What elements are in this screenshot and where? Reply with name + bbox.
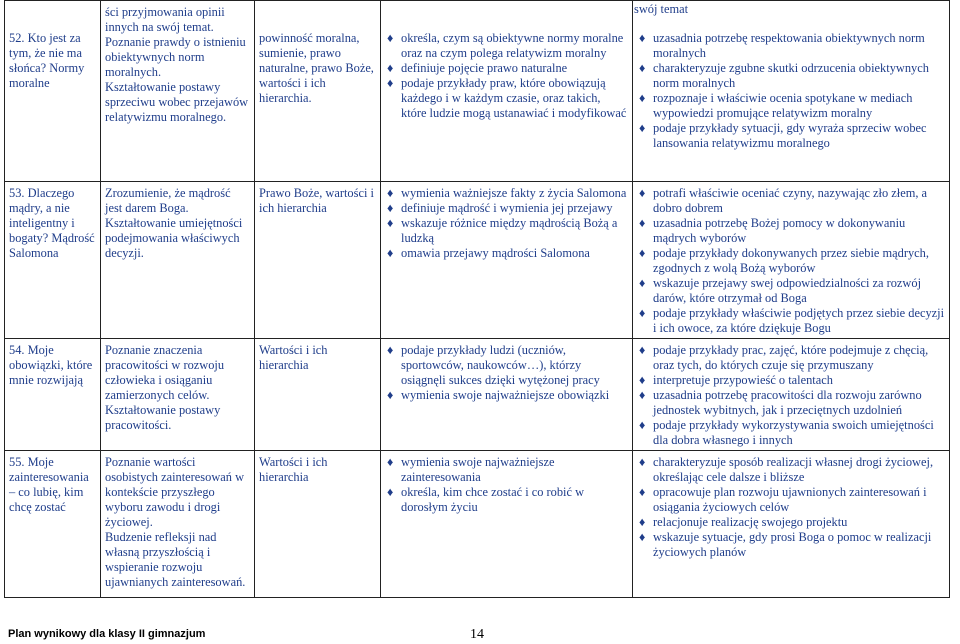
list-item: ♦ charakteryzuje zgubne skutki odrzucenia obiektywnych norm moralnych — [639, 61, 929, 90]
list-item: ♦ podaje przykłady dokonywanych przez siebie mądrych, zgodnych z wolą Bożą wyborów — [639, 246, 929, 275]
list-item: ♦ wskazuje sytuacje, gdy prosi Boga o pomoc w realizacji życiowych planów — [639, 530, 932, 559]
list-item: ♦ definiuje mądrość i wymienia jej przejawy — [387, 201, 613, 215]
content-cell — [101, 451, 255, 598]
bullet-icon: ♦ — [639, 216, 646, 230]
content-cell — [101, 182, 255, 339]
bullet-icon: ♦ — [639, 31, 646, 45]
bullet-icon: ♦ — [639, 246, 646, 260]
bullet-icon: ♦ — [387, 216, 394, 230]
bullet-icon: ♦ — [639, 343, 646, 357]
list-item: ♦ rozpoznaje i właściwie ocenia spotykane w mediach wypowiedzi promujące relatywizm moralny — [639, 91, 913, 120]
objectives-extended-cell — [633, 339, 950, 451]
list-item: ♦ uzasadnia potrzebę pracowitości dla rozwoju zarówno jednostek wybitnych, jak i przeciętnych uzdolnień — [639, 388, 922, 417]
bullet-icon: ♦ — [639, 530, 646, 544]
list-item: ♦ podaje przykłady praw, które obowiązują każdego i w każdym czasie, oraz takich, które ludzie mogą ustanawiać i modyfikować — [387, 76, 627, 120]
bullet-icon: ♦ — [639, 306, 646, 320]
list-item: ♦ wskazuje przejawy swej odpowiedzialności za rozwój darów, które otrzymał od Boga — [639, 276, 922, 305]
content-text: ści przyjmowania opinii innych na swój temat. — [105, 5, 225, 34]
list-item: ♦ wymienia swoje najważniejsze zainteresowania — [387, 455, 555, 484]
bullet-icon: ♦ — [639, 485, 646, 499]
list-item: ♦ opracowuje plan rozwoju ujawnionych zainteresowań i osiągania życiowych celów — [639, 485, 927, 514]
list-item: ♦ potrafi właściwie oceniać czyny, nazywając zło złem, a dobro dobrem — [639, 186, 928, 215]
list-item: ♦ uzasadnia potrzebę respektowania obiektywnych norm moralnych — [639, 31, 925, 60]
objectives-basic-cell — [381, 451, 633, 598]
list-item: ♦ uzasadnia potrzebę Bożej pomocy w dokonywaniu mądrych wyborów — [639, 216, 906, 245]
bullet-icon: ♦ — [387, 186, 394, 200]
objectives-extended-cell — [633, 1, 950, 182]
topic-cell: 53. Dlaczego mądry, a nie inteligentny i bogaty? Mądrość Salomona — [5, 182, 101, 339]
bullet-icon: ♦ — [639, 388, 646, 402]
objectives-basic-cell — [381, 182, 633, 339]
list-item: ♦ określa, czym są obiektywne normy moralne oraz na czym polega relatywizm moralny — [387, 31, 624, 60]
bullet-icon: ♦ — [387, 201, 394, 215]
bullet-icon: ♦ — [639, 186, 646, 200]
content-text: Poznanie prawdy o istnieniu obiektywnych norm moralnych. — [105, 35, 246, 79]
list-item: ♦ podaje przykłady właściwie podjętych przez siebie decyzji i ich owoce, za które dziękuje Bogu — [639, 306, 945, 335]
content-text: Budzenie refleksji nad własną przyszłością i wspieranie rozwoju ujawnianych zainteresowań. — [105, 530, 246, 589]
bullet-icon: ♦ — [639, 373, 646, 387]
list-item: ♦ określa, kim chce zostać i co robić w dorosłym życiu — [387, 485, 585, 514]
bullet-icon: ♦ — [387, 76, 394, 90]
bullet-icon: ♦ — [387, 246, 394, 260]
table-row — [5, 1, 950, 182]
terms-cell: Wartości i ich hierarchia — [255, 451, 381, 598]
objectives-basic-cell — [381, 1, 633, 182]
content-text: Kształtowanie umiejętności podejmowania właściwych decyzji. — [105, 216, 243, 260]
content-cell — [101, 1, 255, 182]
objectives-extended-cell — [633, 451, 950, 598]
list-item: ♦ definiuje pojęcie prawo naturalne — [387, 61, 568, 75]
bullet-icon: ♦ — [387, 343, 394, 357]
objectives-extended-cell — [633, 182, 950, 339]
list-item: ♦ podaje przykłady prac, zajęć, które podejmuje z chęcią, oraz tych, do których czuje się przymuszany — [639, 343, 929, 372]
topic-cell: 54. Moje obowiązki, które mnie rozwijają — [5, 339, 101, 451]
list-item: ♦ wymienia ważniejsze fakty z życia Salomona — [387, 186, 627, 200]
list-item: ♦ podaje przykłady wykorzystywania swoich umiejętności dla dobra własnego i innych — [639, 418, 934, 447]
terms-cell: Wartości i ich hierarchia — [255, 339, 381, 451]
bullet-icon: ♦ — [639, 515, 646, 529]
bullet-icon: ♦ — [639, 91, 646, 105]
table-row — [5, 182, 950, 339]
content-text: Poznanie znaczenia pracowitości w rozwoju człowieka i osiąganiu zamierzonych celów. — [105, 343, 225, 402]
table-row — [5, 339, 950, 451]
bullet-icon: ♦ — [639, 61, 646, 75]
bullet-icon: ♦ — [639, 276, 646, 290]
lesson-plan-table — [4, 0, 950, 598]
list-item: ♦ omawia przejawy mądrości Salomona — [387, 246, 590, 260]
table-row — [5, 451, 950, 598]
list-item: ♦ relacjonuje realizację swojego projektu — [639, 515, 848, 529]
content-text: Kształtowanie postawy sprzeciwu wobec przejawów relatywizmu moralnego. — [105, 80, 249, 124]
list-item: ♦ interpretuje przypowieść o talentach — [639, 373, 833, 387]
page-number: 14 — [470, 627, 484, 642]
list-item: ♦ podaje przykłady ludzi (uczniów, sportowców, naukowców…), którzy osiągnęli sukces dzięki wytężonej pracy — [387, 343, 600, 387]
bullet-icon: ♦ — [387, 31, 394, 45]
bullet-icon: ♦ — [639, 418, 646, 432]
objectives-basic-cell — [381, 339, 633, 451]
content-cell — [101, 339, 255, 451]
bullet-icon: ♦ — [387, 485, 394, 499]
terms-cell: Prawo Boże, wartości i ich hierarchia — [255, 182, 381, 339]
footer-label: Plan wynikowy dla klasy II gimnazjum — [8, 628, 206, 640]
list-item: ♦ wskazuje różnice między mądrością Bożą a ludzką — [387, 216, 618, 245]
topic-cell: 52. Kto jest za tym, że nie ma słońca? Normy moralne — [5, 1, 101, 182]
content-text: Zrozumienie, że mądrość jest darem Boga. — [105, 186, 231, 215]
list-item: ♦ wymienia swoje najważniejsze obowiązki — [387, 388, 610, 402]
terms-cell: powinność moralna, sumienie, prawo naturalne, prawo Boże, wartości i ich hierarchia. — [255, 1, 381, 182]
header-fragment: swój temat — [634, 2, 689, 16]
topic-cell: 55. Moje zainteresowania – co lubię, kim chcę zostać — [5, 451, 101, 598]
bullet-icon: ♦ — [639, 121, 646, 135]
bullet-icon: ♦ — [639, 455, 646, 469]
list-item: ♦ charakteryzuje sposób realizacji własnej drogi życiowej, określając cele dalsze i bliższe — [639, 455, 934, 484]
bullet-icon: ♦ — [387, 388, 394, 402]
content-text: Kształtowanie postawy pracowitości. — [105, 403, 221, 432]
content-text: Poznanie wartości osobistych zainteresowań w kontekście przyszłego wyboru zawodu i drogi życiowej. — [105, 455, 245, 529]
bullet-icon: ♦ — [387, 455, 394, 469]
bullet-icon: ♦ — [387, 61, 394, 75]
list-item: ♦ podaje przykłady sytuacji, gdy wyraża sprzeciw wobec lansowania relatywizmu moralnego — [639, 121, 927, 150]
